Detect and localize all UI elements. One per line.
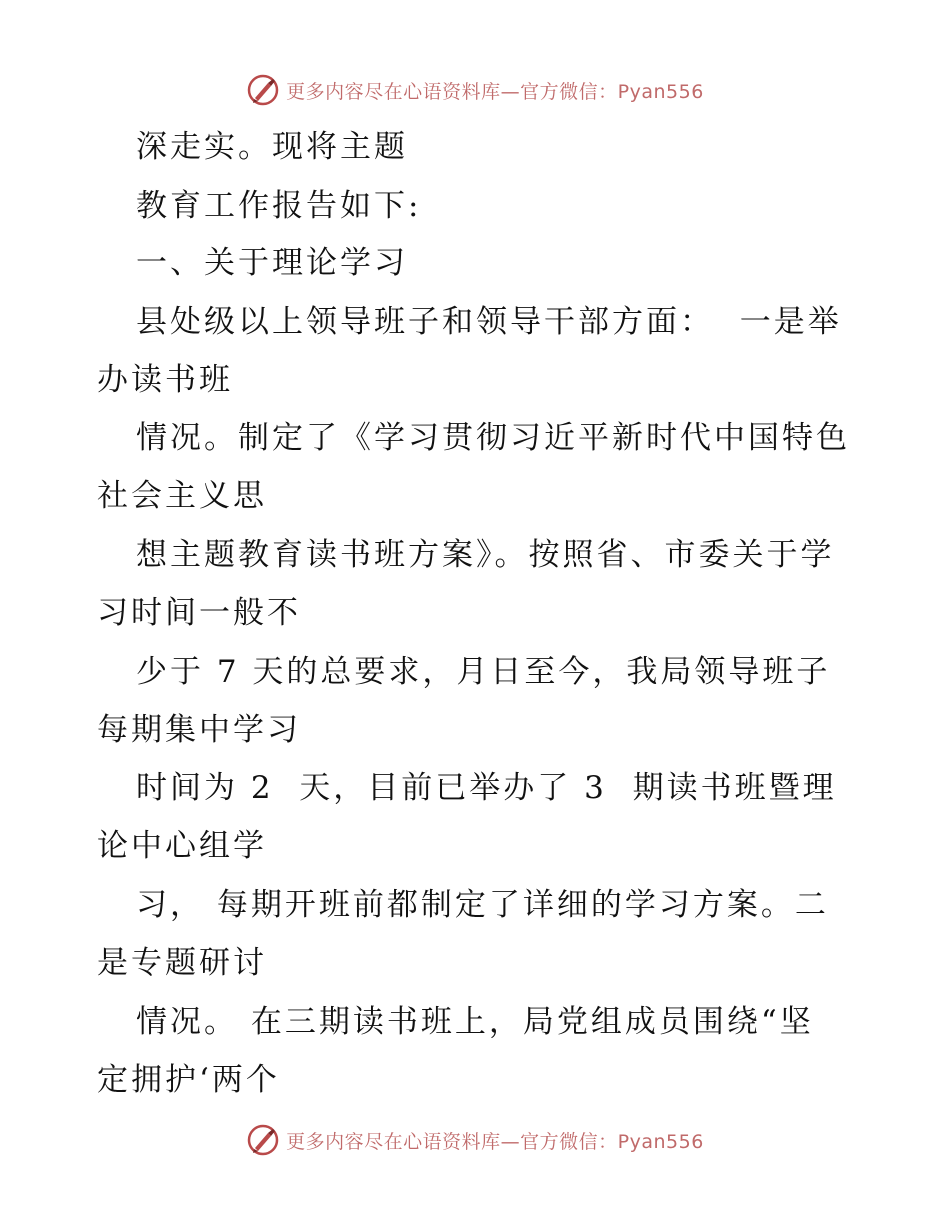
text-line: 一、关于理论学习 [136,245,408,281]
text-line: 是专题研讨 [97,945,267,981]
text-line: 情况。 在三期读书班上，局党组成员围绕“坚 [136,1004,814,1040]
footer-text: 更多内容尽在心语资料库—官方微信：Pyan556 [286,1130,704,1153]
text-line: 论中心组学 [97,828,267,864]
pen-circle-icon [246,1123,280,1157]
footer-banner [0,1120,950,1160]
text-line: 教育工作报告如下: [136,188,422,224]
text-line: 习， 每期开班前都制定了详细的学习方案。二 [136,887,829,923]
pen-circle-icon [246,73,280,107]
text-line: 每期集中学习 [97,712,301,748]
text-line: 少于 7 天的总要求，月日至今，我局领导班子 [136,654,831,690]
text-line: 时间为 2 天，目前已举办了 3 期读书班暨理 [136,770,837,806]
text-line: 社会主义思 [97,478,267,514]
header-banner [0,70,950,110]
text-line: 习时间一般不 [97,595,301,631]
header-text: 更多内容尽在心语资料库—官方微信：Pyan556 [286,80,704,103]
text-line: 办读书班 [97,362,233,398]
text-line: 想主题教育读书班方案》。按照省、市委关于学 [136,537,835,573]
text-line: 深走实。现将主题 [136,129,408,165]
text-line: 县处级以上领导班子和领导干部方面： 一是举 [136,304,842,340]
text-line: 情况。制定了《学习贯彻习近平新时代中国特色 [136,420,850,456]
text-line: 定拥护‘两个 [97,1062,280,1098]
